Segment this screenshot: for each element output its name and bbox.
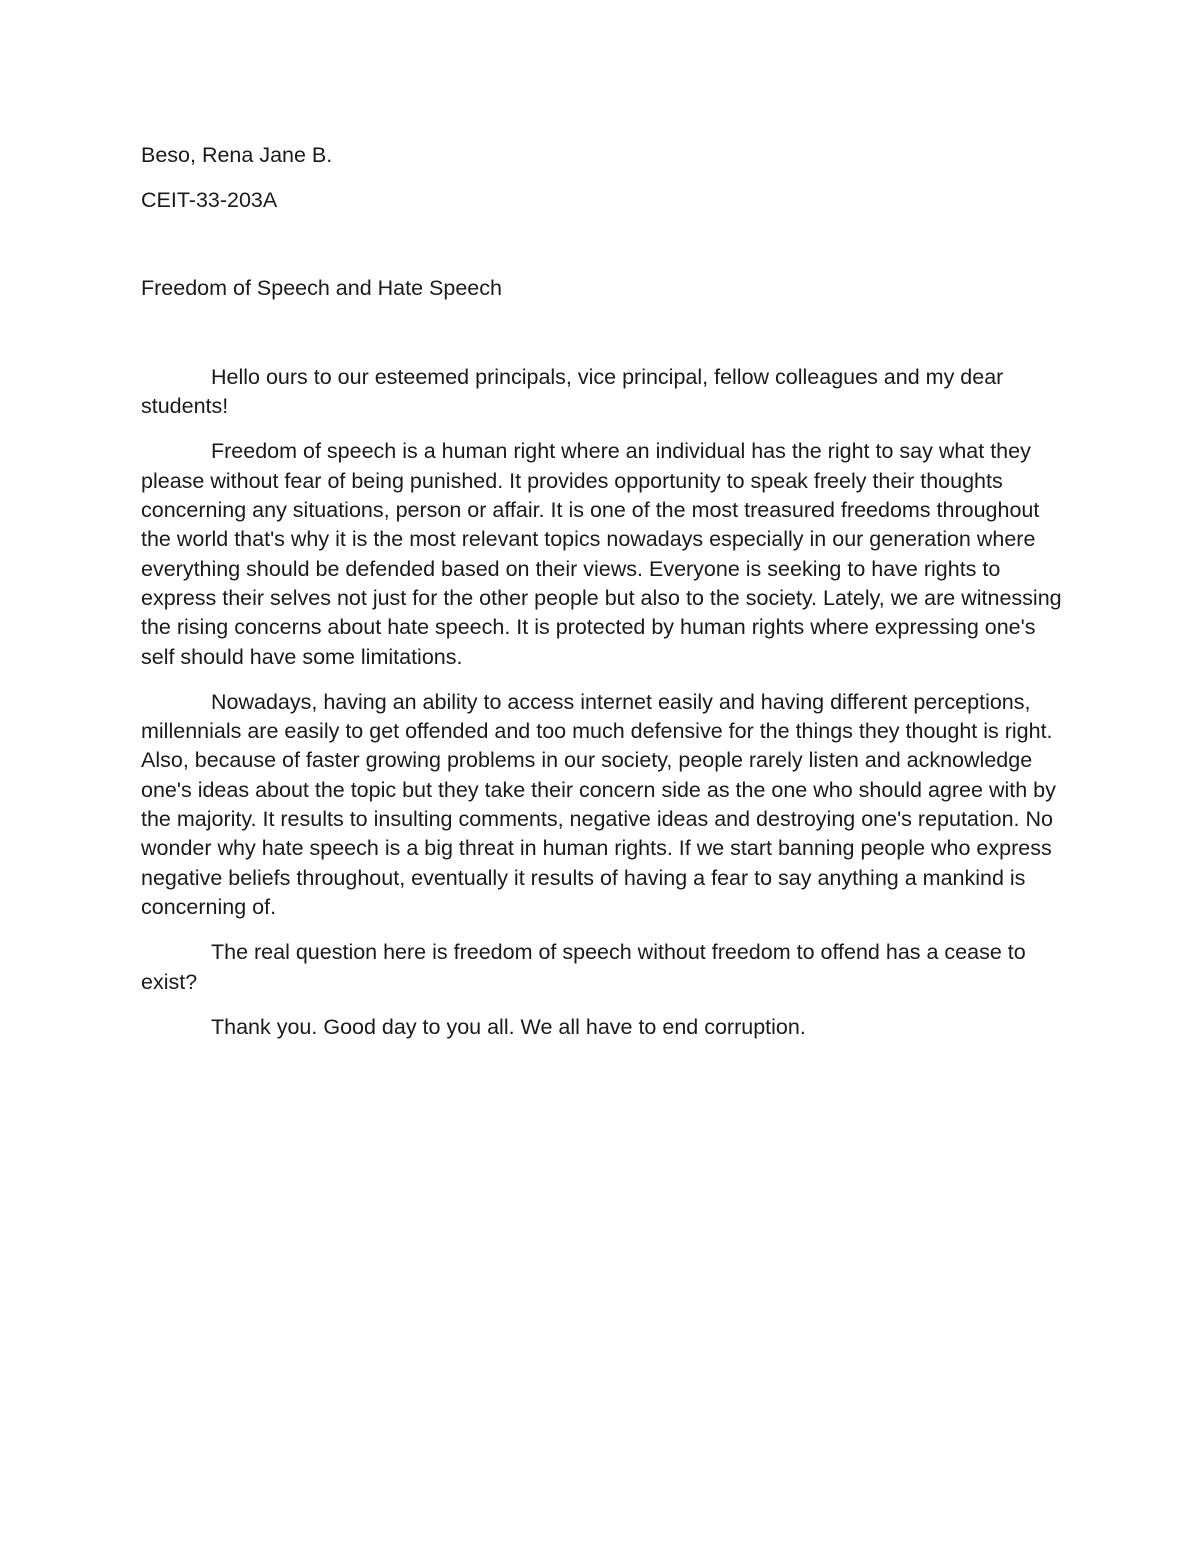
paragraph-nowadays: Nowadays, having an ability to access internet easily and having different perceptions, millennials are easily to get offended and too much defensive for the things they thought is right. Also, because of faster growing problems in our society, people rarely listen and acknowledge one's ideas about the topic but they take their concern side as the one who should agree with by the majority. It results to insulting comments, negative ideas and destroying one's reputation. No wonder why hate speech is a big threat in human rights. If we start banning people who express negative beliefs throughout, eventually it results of having a fear to say anything a mankind is concerning of. <box>141 689 1056 919</box>
document-title: Freedom of Speech and Hate Speech <box>141 275 502 300</box>
paragraph-real-question: The real question here is freedom of speech without freedom to offend has a cease to exist? <box>141 940 1026 994</box>
author-name: Beso, Rena Jane B. <box>141 143 333 167</box>
paragraph-freedom-of-speech: Freedom of speech is a human right where an individual has the right to say what they please without fear of being punished. It provides opportunity to speak freely their thoughts concerning any situations, person or affair. It is one of the most treasured freedoms throughout the world that's why it is the most relevant topics nowadays especially in our generation where everything should be defended based on their views. Everyone is seeking to have rights to express their selves not just for the other people but also to the society. Lately, we are witnessing the rising concerns about hate speech. It is protected by human rights where expressing one's self should have some limitations. <box>141 439 1062 669</box>
paragraph-closing: Thank you. Good day to you all. We all have to end corruption. <box>211 1014 806 1039</box>
section-code: CEIT-33-203A <box>141 188 278 213</box>
document-body <box>141 141 1066 1058</box>
paragraph-greeting: Hello ours to our esteemed principals, vice principal, fellow colleagues and my dear students! <box>141 364 1004 419</box>
